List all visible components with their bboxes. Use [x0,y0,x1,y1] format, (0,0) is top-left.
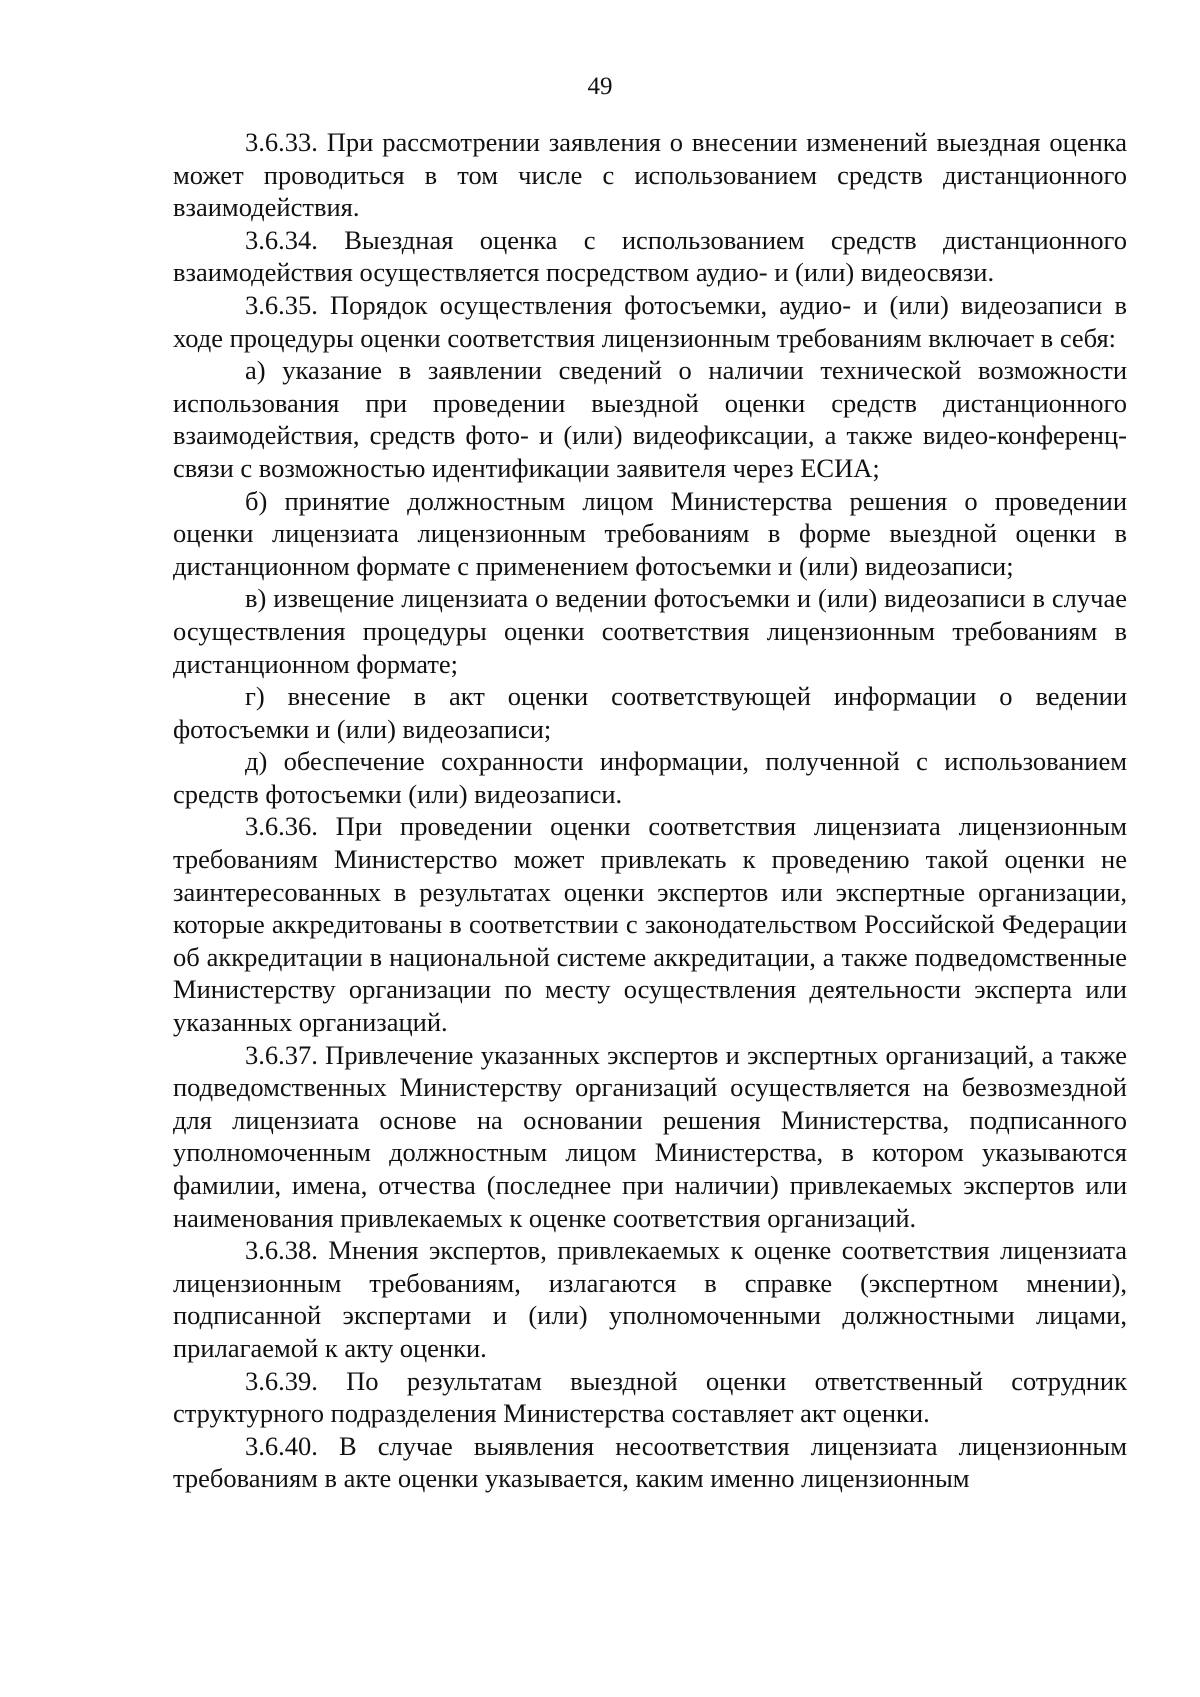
document-body [173,126,1127,1495]
paragraph-3-6-39: 3.6.39. По результатам выездной оценки ответственный сотрудник структурного подразделения Министерства составляет акт оценки. [173,1365,1127,1429]
list-item-g: г) внесение в акт оценки соответствующей информации о ведении фотосъемки и (или) видеозаписи; [173,681,1127,744]
paragraph-3-6-38: 3.6.38. Мнения экспертов, привлекаемых к оценке соответствия лицензиата лицензионным требованиям, излагаются в справке (экспертном мнении), подписанной экспертами и (или) уполномоченными должностными лицами, прилагаемой к акту оценки. [173,1235,1127,1363]
paragraph-3-6-33: 3.6.33. При рассмотрении заявления о внесении изменений выездная оценка может проводиться в том числе с использованием средств дистанционного взаимодействия. [173,127,1127,223]
list-item-a: а) указание в заявлении сведений о наличии технической возможности использования при проведении выездной оценки средств дистанционного взаимодействия, средств фото- и (или) видеофиксации, а также видео-конференц-связи с возможностью идентификации заявителя через ЕСИА; [173,355,1127,483]
paragraph-3-6-37: 3.6.37. Привлечение указанных экспертов и экспертных организаций, а также подведомственных Министерству организаций осуществляется на безвозмездной для лицензиата основе на основании решения Министерства, подписанного уполномоченным должностным лицом Министерства, в котором указываются фамилии, имена, отчества (последнее при наличии) привлекаемых экспертов или наименования привлекаемых к оценке соответствия организаций. [173,1039,1127,1233]
paragraph-3-6-34: 3.6.34. Выездная оценка с использованием средств дистанционного взаимодействия осуществляется посредством аудио- и (или) видеосвязи. [173,224,1127,288]
page-number: 49 [587,73,613,100]
paragraph-3-6-40: 3.6.40. В случае выявления несоответствия лицензиата лицензионным требованиям в акте оценки указывается, каким именно лицензионным [173,1430,1127,1494]
list-item-v: в) извещение лицензиата о ведении фотосъемки и (или) видеозаписи в случае осуществления процедуры оценки соответствия лицензионным требованиям в дистанционном формате; [173,583,1127,679]
paragraph-3-6-35: 3.6.35. Порядок осуществления фотосъемки, аудио- и (или) видеозаписи в ходе процедуры оценки соответствия лицензионным требованиям включает в себя: [173,289,1127,353]
list-item-d: д) обеспечение сохранности информации, полученной с использованием средств фотосъемки (или) видеозаписи. [173,746,1127,809]
list-item-b: б) принятие должностным лицом Министерства решения о проведении оценки лицензиата лицензионным требованиям в форме выездной оценки в дистанционном формате с применением фотосъемки и (или) видеозаписи; [173,485,1127,581]
paragraph-3-6-36: 3.6.36. При проведении оценки соответствия лицензиата лицензионным требованиям Министерство может привлекать к проведению такой оценки не заинтересованных в результатах оценки экспертов или экспертные организации, которые аккредитованы в соответствии с законодательством Российской Федерации об аккредитации в национальной системе аккредитации, а также подведомственные Министерству организации по месту осуществления деятельности эксперта или указанных организаций. [173,811,1127,1038]
